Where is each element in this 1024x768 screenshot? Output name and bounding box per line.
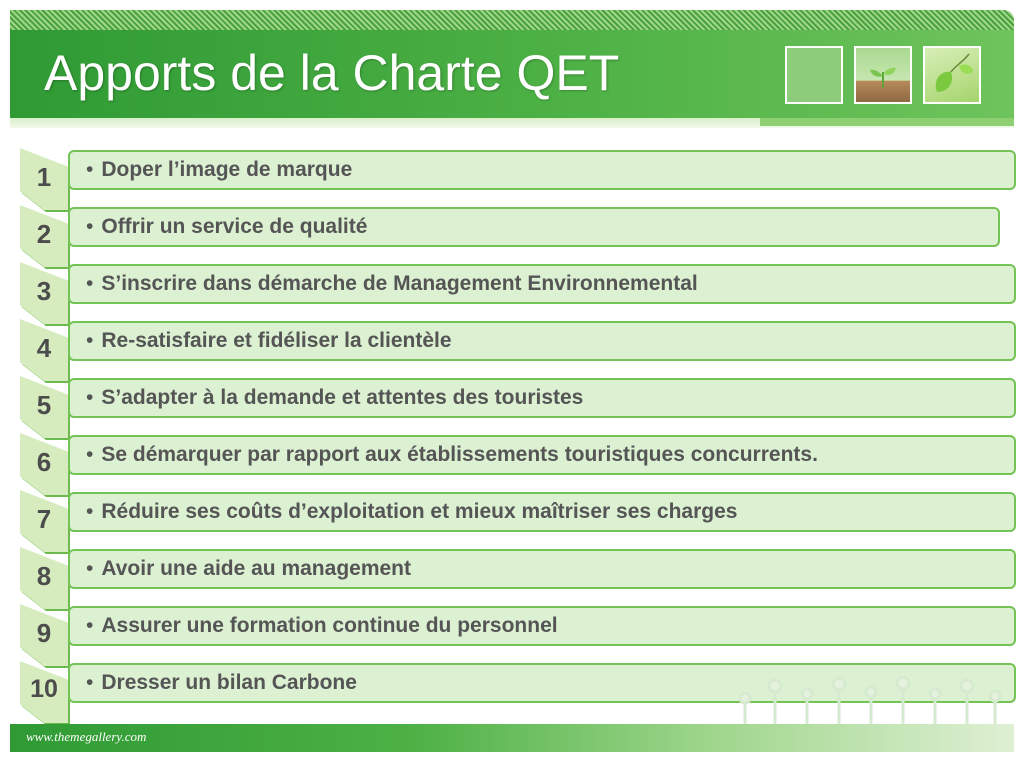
item-number: 10 (30, 675, 58, 703)
bullet-icon: • (86, 671, 94, 694)
bullet-icon: • (86, 215, 94, 238)
bullet-icon: • (86, 500, 94, 523)
item-text: Re-satisfaire et fidéliser la clientèle (101, 329, 452, 352)
slide-title: Apports de la Charte QET (44, 45, 620, 101)
item-text: Réduire ses coûts d’exploitation et mieux maîtriser ses charges (101, 500, 738, 523)
slide-header (10, 30, 1014, 118)
item-number: 3 (36, 276, 52, 306)
item-number: 7 (36, 504, 52, 534)
item-box (68, 606, 1016, 646)
item-text: Avoir une aide au management (101, 557, 411, 580)
header-accent-bar (760, 118, 1014, 126)
item-box (68, 321, 1016, 361)
bullet-icon: • (86, 443, 94, 466)
bullet-icon: • (86, 614, 94, 637)
item-box (68, 264, 1016, 304)
item-box (68, 378, 1016, 418)
item-number: 5 (36, 390, 52, 420)
footer-url[interactable]: www.themegallery.com (26, 729, 147, 744)
bullet-icon: • (86, 272, 94, 295)
item-number: 4 (36, 333, 52, 363)
item-text: Offrir un service de qualité (101, 215, 368, 238)
item-number: 6 (36, 447, 52, 477)
item-text: S’inscrire dans démarche de Management Environnemental (101, 272, 698, 295)
item-number: 2 (36, 219, 52, 249)
bullet-icon: • (86, 386, 94, 409)
bullet-icon: • (86, 557, 94, 580)
item-number: 9 (36, 618, 52, 648)
leaf-image-icon (923, 46, 981, 104)
header-stripe (10, 10, 1014, 30)
item-box (68, 492, 1016, 532)
item-box (68, 207, 1000, 247)
item-text: S’adapter à la demande et attentes des touristes (101, 386, 584, 409)
item-text: Se démarquer par rapport aux établissements touristiques concurrents. (101, 443, 818, 466)
item-number: 8 (36, 561, 52, 591)
item-text: Assurer une formation continue du personnel (101, 614, 558, 637)
bullet-icon: • (86, 158, 94, 181)
item-box (68, 150, 1016, 190)
item-text: Dresser un bilan Carbone (101, 671, 357, 694)
item-number: 1 (36, 162, 52, 192)
sprout-image-icon (854, 46, 912, 104)
footer-bar (10, 724, 1014, 752)
header-square-plain (785, 46, 843, 104)
item-text: Doper l’image de marque (101, 158, 353, 181)
item-box (68, 435, 1016, 475)
item-box (68, 549, 1016, 589)
bullet-icon: • (86, 329, 94, 352)
